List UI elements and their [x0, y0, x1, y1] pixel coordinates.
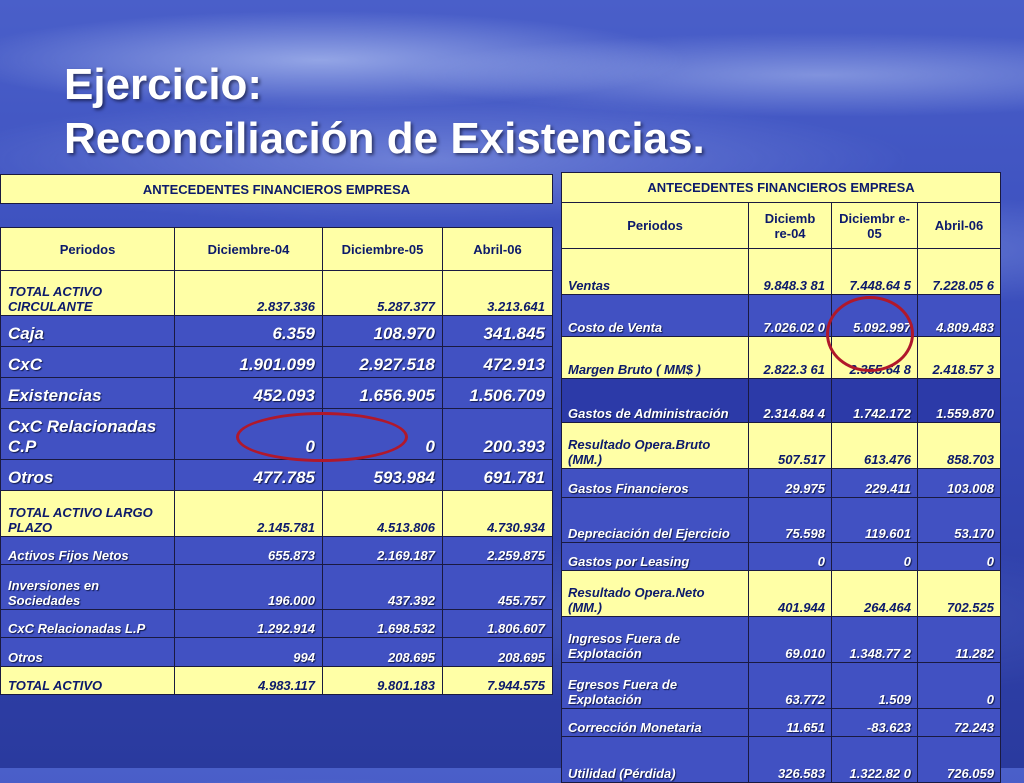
- highlight-circle-right: [826, 296, 914, 372]
- cell-value: 2.314.84 4: [749, 379, 832, 423]
- row-label: Utilidad (Pérdida): [562, 737, 749, 783]
- col-header-periodos: Periodos: [1, 228, 175, 271]
- cell-value: 1.348.77 2: [832, 617, 918, 663]
- assets-caption: ANTECEDENTES FINANCIEROS EMPRESA: [1, 175, 553, 204]
- cell-value: 3.213.641: [443, 271, 553, 316]
- cell-value: 103.008: [918, 469, 1001, 498]
- cell-value: 5.092.997: [832, 295, 918, 337]
- row-label: Existencias: [1, 378, 175, 409]
- cell-value: 2.822.3 61: [749, 337, 832, 379]
- row-label: Inversiones en Sociedades: [1, 565, 175, 610]
- cell-value: 229.411: [832, 469, 918, 498]
- row-label: Otros: [1, 460, 175, 491]
- cell-value: 2.927.518: [323, 347, 443, 378]
- cell-value: 108.970: [323, 316, 443, 347]
- cell-value: 0: [832, 543, 918, 571]
- income-table: [561, 172, 1001, 783]
- cell-value: 7.228.05 6: [918, 249, 1001, 295]
- table-row: [562, 617, 1001, 663]
- table-row: [562, 543, 1001, 571]
- cell-value: 75.598: [749, 498, 832, 543]
- table-row: [562, 737, 1001, 783]
- cell-value: 1.656.905: [323, 378, 443, 409]
- cell-value: 9.848.3 81: [749, 249, 832, 295]
- cell-value: 702.525: [918, 571, 1001, 617]
- table-row: [562, 379, 1001, 423]
- cell-value: 994: [175, 638, 323, 667]
- cell-value: 7.448.64 5: [832, 249, 918, 295]
- col-header-dic05: Diciembr e-05: [832, 203, 918, 249]
- table-row: [562, 498, 1001, 543]
- row-label: TOTAL ACTIVO: [1, 667, 175, 695]
- row-label: Gastos Financieros: [562, 469, 749, 498]
- row-label: TOTAL ACTIVO CIRCULANTE: [1, 271, 175, 316]
- cell-value: 455.757: [443, 565, 553, 610]
- cell-value: 53.170: [918, 498, 1001, 543]
- col-header-abr06: Abril-06: [918, 203, 1001, 249]
- cell-value: 7.944.575: [443, 667, 553, 695]
- cell-value: 1.901.099: [175, 347, 323, 378]
- table-row: [562, 469, 1001, 498]
- cell-value: 0: [749, 543, 832, 571]
- row-label: Corrección Monetaria: [562, 709, 749, 737]
- cell-value: 1.322.82 0: [832, 737, 918, 783]
- row-label: CxC: [1, 347, 175, 378]
- cell-value: 1.506.709: [443, 378, 553, 409]
- cell-value: -83.623: [832, 709, 918, 737]
- cell-value: 119.601: [832, 498, 918, 543]
- cell-value: 200.393: [443, 409, 553, 460]
- cell-value: 726.059: [918, 737, 1001, 783]
- col-header-dic05: Diciembre-05: [323, 228, 443, 271]
- table-row: [562, 571, 1001, 617]
- highlight-circle-left: [236, 412, 408, 462]
- cell-value: 593.984: [323, 460, 443, 491]
- row-label: CxC Relacionadas L.P: [1, 610, 175, 638]
- title-line-2: Reconciliación de Existencias.: [64, 114, 705, 163]
- cell-value: 0: [918, 543, 1001, 571]
- row-label: Resultado Opera.Bruto (MM.): [562, 423, 749, 469]
- cell-value: 1.559.870: [918, 379, 1001, 423]
- cell-value: 4.730.934: [443, 491, 553, 537]
- table-row: [562, 709, 1001, 737]
- cell-value: 2.145.781: [175, 491, 323, 537]
- col-header-dic04: Diciemb re-04: [749, 203, 832, 249]
- row-label: Depreciación del Ejercicio: [562, 498, 749, 543]
- cell-value: 477.785: [175, 460, 323, 491]
- col-header-dic04: Diciembre-04: [175, 228, 323, 271]
- cell-value: 72.243: [918, 709, 1001, 737]
- cell-value: 5.287.377: [323, 271, 443, 316]
- cell-value: 1.698.532: [323, 610, 443, 638]
- cell-value: 9.801.183: [323, 667, 443, 695]
- row-label: Margen Bruto ( MM$ ): [562, 337, 749, 379]
- cell-value: 2.169.187: [323, 537, 443, 565]
- cell-value: 7.026.02 0: [749, 295, 832, 337]
- row-label: TOTAL ACTIVO LARGO PLAZO: [1, 491, 175, 537]
- cell-value: 63.772: [749, 663, 832, 709]
- cell-value: 208.695: [443, 638, 553, 667]
- cell-value: 0: [918, 663, 1001, 709]
- cell-value: 196.000: [175, 565, 323, 610]
- cell-value: 0: [323, 409, 443, 460]
- cell-value: 2.259.875: [443, 537, 553, 565]
- row-label: Gastos por Leasing: [562, 543, 749, 571]
- table-row: [562, 423, 1001, 469]
- title-line-1: Ejercicio:: [64, 60, 263, 109]
- income-caption: ANTECEDENTES FINANCIEROS EMPRESA: [562, 173, 1001, 203]
- row-label: Activos Fijos Netos: [1, 537, 175, 565]
- cell-value: 1.806.607: [443, 610, 553, 638]
- row-label: Ingresos Fuera de Explotación: [562, 617, 749, 663]
- cell-value: 29.975: [749, 469, 832, 498]
- cell-value: 4.513.806: [323, 491, 443, 537]
- cell-value: 401.944: [749, 571, 832, 617]
- cell-value: 0: [175, 409, 323, 460]
- cell-value: 655.873: [175, 537, 323, 565]
- table-row: [562, 337, 1001, 379]
- cell-value: 2.418.57 3: [918, 337, 1001, 379]
- cell-value: 452.093: [175, 378, 323, 409]
- row-label: Caja: [1, 316, 175, 347]
- cell-value: 341.845: [443, 316, 553, 347]
- cell-value: 1.509: [832, 663, 918, 709]
- row-label: Otros: [1, 638, 175, 667]
- cell-value: 858.703: [918, 423, 1001, 469]
- cell-value: 507.517: [749, 423, 832, 469]
- cell-value: 208.695: [323, 638, 443, 667]
- row-label: Ventas: [562, 249, 749, 295]
- row-label: Egresos Fuera de Explotación: [562, 663, 749, 709]
- row-label: Gastos de Administración: [562, 379, 749, 423]
- cell-value: 11.651: [749, 709, 832, 737]
- row-label: Costo de Venta: [562, 295, 749, 337]
- cell-value: 2.837.336: [175, 271, 323, 316]
- cell-value: 4.983.117: [175, 667, 323, 695]
- table-row: [562, 249, 1001, 295]
- col-header-periodos: Periodos: [562, 203, 749, 249]
- cell-value: 2.355.64 8: [832, 337, 918, 379]
- table-row: [562, 295, 1001, 337]
- row-label: Resultado Opera.Neto (MM.): [562, 571, 749, 617]
- cell-value: 326.583: [749, 737, 832, 783]
- cell-value: 1.292.914: [175, 610, 323, 638]
- cell-value: 6.359: [175, 316, 323, 347]
- cell-value: 4.809.483: [918, 295, 1001, 337]
- cell-value: 691.781: [443, 460, 553, 491]
- cell-value: 69.010: [749, 617, 832, 663]
- cell-value: 264.464: [832, 571, 918, 617]
- col-header-abr06: Abril-06: [443, 228, 553, 271]
- cell-value: 1.742.172: [832, 379, 918, 423]
- row-label: CxC Relacionadas C.P: [1, 409, 175, 460]
- cell-value: 11.282: [918, 617, 1001, 663]
- table-row: [562, 663, 1001, 709]
- cell-value: 437.392: [323, 565, 443, 610]
- cell-value: 613.476: [832, 423, 918, 469]
- cell-value: 472.913: [443, 347, 553, 378]
